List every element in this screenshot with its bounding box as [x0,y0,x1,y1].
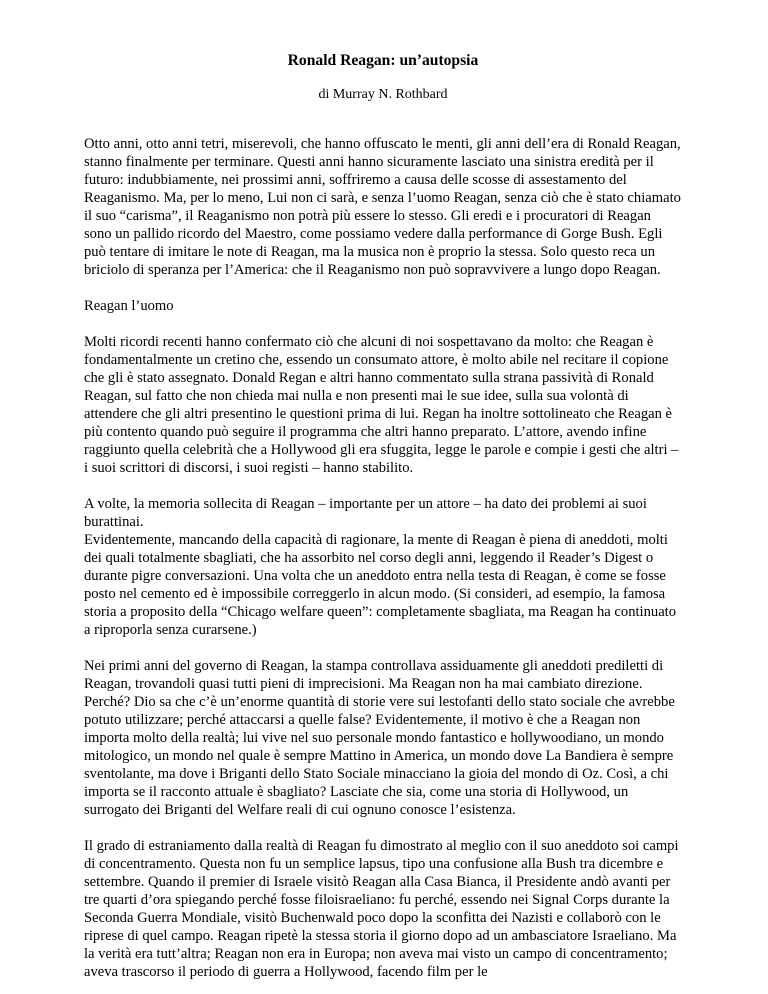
paragraph-stampa: Nei primi anni del governo di Reagan, la stampa controllava assiduamente gli aneddoti prediletti di Reagan, trovandoli quasi tutti pieni di imprecisioni. Ma Reagan non ha mai cambiato direzione. Perché? Dio sa che c’è un’enorme quantità di storie vere sui lestofanti dello stato sociale che avrebbe potuto utilizzare; perché attaccarsi a quelle false? Evidentemente, il motivo è che a Reagan non importa molto della realtà; lui vive nel suo personale mondo fantastico e hollywoodiano, un mondo mitologico, un mondo nel quale è sempre Mattino in America, un mondo dove La Bandiera è sempre sventolante, ma dove i Briganti dello Stato Sociale minacciano la gioia del mondo di Oz. Così, a chi importa se il racconto attuale è sbagliato? Lasciate che sia, come una storia di Hollywood, un surrogato dei Briganti del Welfare reali di cui ognuno conosce l’esistenza. [84,658,675,818]
paragraph-cretino: Molti ricordi recenti hanno confermato ciò che alcuni di noi sospettavano da molto: che Reagan è fondamentalmente un cretino che, essendo un consumato attore, è molto abile nel recitare il copione che gli è stato assegnato. Donald Regan e altri hanno commentato sulla strana passività di Ronald Reagan, sul fatto che non chieda mai nulla e non presenti mai le sue idee, sulla sua volontà di attendere che gli altri presentino le questioni prima di lui. Regan ha inoltre sottolineato che Reagan è più contento quando può seguire il programma che altri hanno preparato. L’attore, avendo infine raggiunto quella celebrità che a Hollywood gli era sfuggita, legge le parole e compie i gesti che altri – i suoi scrittori di discorsi, i suoi registi – hanno stabilito. [84,334,679,476]
document-byline: di Murray N. Rothbard [318,87,448,102]
paragraph-campi: Il grado di estraniamento dalla realtà di Reagan fu dimostrato al meglio con il suo aneddoto soi campi di concentramento. Questa non fu un semplice lapsus, tipo una confusione alla Bush tra dicembre e settembre. Quando il premier di Israele visitò Reagan alla Casa Bianca, il Presidente andò avanti per tre quarti d’ora spiegando perché fosse filoisraeliano: fu perché, essendo nei Signal Corps durante la Seconda Guerra Mondiale, visitò Buchenwald poco dopo la sconfitta dei Nazisti e collaborò con le riprese di quel campo. Reagan ripetè la stessa storia il giorno dopo ad un ambasciatore Israeliano. Ma la verità era tutt’altra; Reagan non era in Europa; non aveva mai visto un campo di concentramento; aveva trascorso il periodo di guerra a Hollywood, facendo film per le [84,838,679,980]
document-title: Ronald Reagan: un’autopsia [287,52,479,69]
paragraph-intro: Otto anni, otto anni tetri, miserevoli, che hanno offuscato le menti, gli anni dell’era di Ronald Reagan, stanno finalmente per terminare. Questi anni hanno sicuramente lasciato una sinistra eredità per il futuro: indubbiamente, nei prossimi anni, soffriremo a causa delle scosse di assestamento del Reaganismo. Ma, per lo meno, Lui non ci sarà, e senza l’uomo Reagan, senza ciò che è stato chiamato il suo “carisma”, il Reaganismo non potrà più essere lo stesso. Gli eredi e i procuratori di Reagan sono un pallido ricordo del Maestro, come possiamo vedere dalla performance di Gorge Bush. Egli può tentare di imitare le note di Reagan, ma la musica non è proprio la stessa. Solo questo reca un briciolo di speranza per l’America: che il Reaganismo non può sopravvivere a lungo dopo Reagan. [84,136,681,278]
document-body [84,135,682,981]
paragraph-memoria: A volte, la memoria sollecita di Reagan – importante per un attore – ha dato dei problemi ai suoi burattinai. [84,496,647,530]
paragraph-aneddoti: Evidentemente, mancando della capacità di ragionare, la mente di Reagan è piena di aneddoti, molti dei quali totalmente sbagliati, che ha assorbito nel corso degli anni, leggendo il Reader’s Digest o durante pigre conversazioni. Una volta che un aneddoto entra nella testa di Reagan, è come se fosse posto nel cemento ed è impossibile correggerlo in alcun modo. (Si consideri, ad esempio, la famosa storia a proposito della “Chicago welfare queen”: completamente sbagliata, ma Reagan ha continuato a riproporla senza curarsene.) [84,532,677,638]
section-heading-reagan-l-uomo: Reagan l’uomo [84,298,174,314]
